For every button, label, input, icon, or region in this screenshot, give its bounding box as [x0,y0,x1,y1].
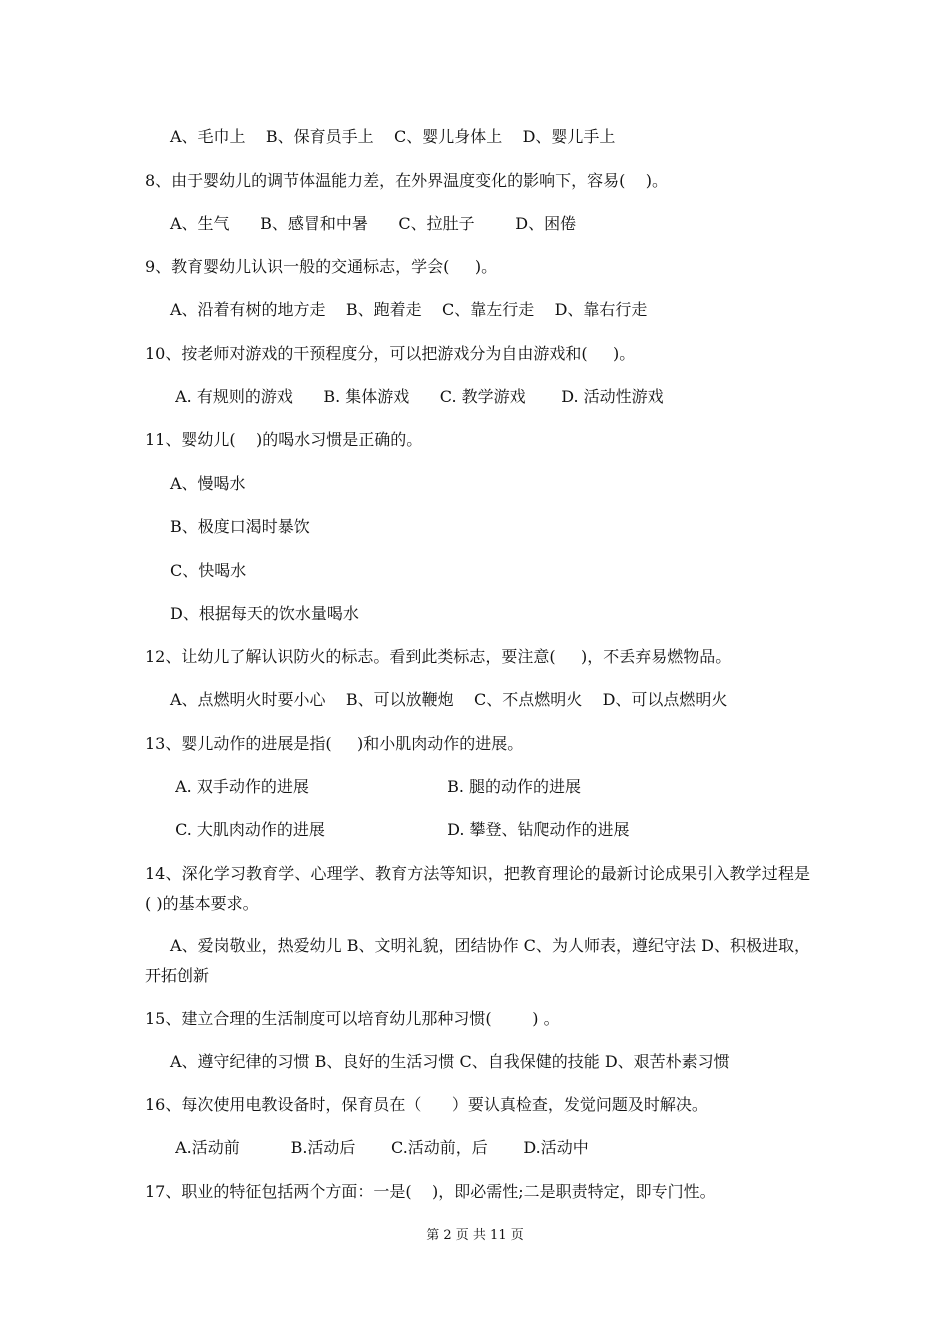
question-8: 8、由于婴幼儿的调节体温能力差，在外界温度变化的影响下，容易( )。 [145,171,669,190]
question-11-option-a: A、慢喝水 [170,474,246,493]
question-13-option-c: C. 大肌肉动作的进展 [170,820,325,839]
question-14: 14、深化学习教育学、心理学、教育方法等知识，把教育理论的最新讨论成果引入教学过程是( )的基本要求。 [145,864,810,913]
question-12-options: A、点燃明火时要小心 B、可以放鞭炮 C、不点燃明火 D、可以点燃明火 [170,690,728,709]
question-10: 10、按老师对游戏的干预程度分，可以把游戏分为自由游戏和( )。 [145,344,636,363]
question-13: 13、婴儿动作的进展是指( )和小肌肉动作的进展。 [145,734,524,753]
question-11-option-c: C、快喝水 [170,561,247,580]
question-16: 16、每次使用电教设备时，保育员在（ ）要认真检查，发觉问题及时解决。 [145,1095,708,1114]
question-13-option-d: D. 攀登、钻爬动作的进展 [442,820,630,839]
question-8-options: A、生气 B、感冒和中暑 C、拉肚子 D、困倦 [170,214,577,233]
question-10-options: A. 有规则的游戏 B. 集体游戏 C. 教学游戏 D. 活动性游戏 [170,387,664,406]
question-14-options: A、爱岗敬业，热爱幼儿 B、文明礼貌，团结协作 C、为人师表，遵纪守法 D、积极进取，开拓创新 [145,936,810,985]
page-footer: 第 2 页 共 11 页 [426,1228,524,1243]
question-12: 12、让幼儿了解认识防火的标志。看到此类标志，要注意( )，不丢弃易燃物品。 [145,647,732,666]
question-9: 9、教育婴幼儿认识一般的交通标志，学会( )。 [145,257,498,276]
question-16-options: A.活动前 B.活动后 C.活动前，后 D.活动中 [170,1138,589,1157]
question-13-option-b: B. 腿的动作的进展 [442,777,582,796]
question-17: 17、职业的特征包括两个方面：一是( )，即必需性;二是职责特定，即专门性。 [145,1182,716,1201]
question-11-option-d: D、根据每天的饮水量喝水 [170,604,359,623]
question-15-options: A、遵守纪律的习惯 B、良好的生活习惯 C、自我保健的技能 D、艰苦朴素习惯 [170,1052,730,1071]
question-13-option-a: A. 双手动作的进展 [170,777,309,796]
question-15: 15、建立合理的生活制度可以培育幼儿那种习惯( ) 。 [145,1009,560,1028]
question-9-options: A、沿着有树的地方走 B、跑着走 C、靠左行走 D、靠右行走 [170,300,648,319]
question-7-options: A、毛巾上 B、保育员手上 C、婴儿身体上 D、婴儿手上 [170,127,616,146]
question-11-option-b: B、极度口渴时暴饮 [170,517,310,536]
question-11: 11、婴幼儿( )的喝水习惯是正确的。 [145,430,423,449]
